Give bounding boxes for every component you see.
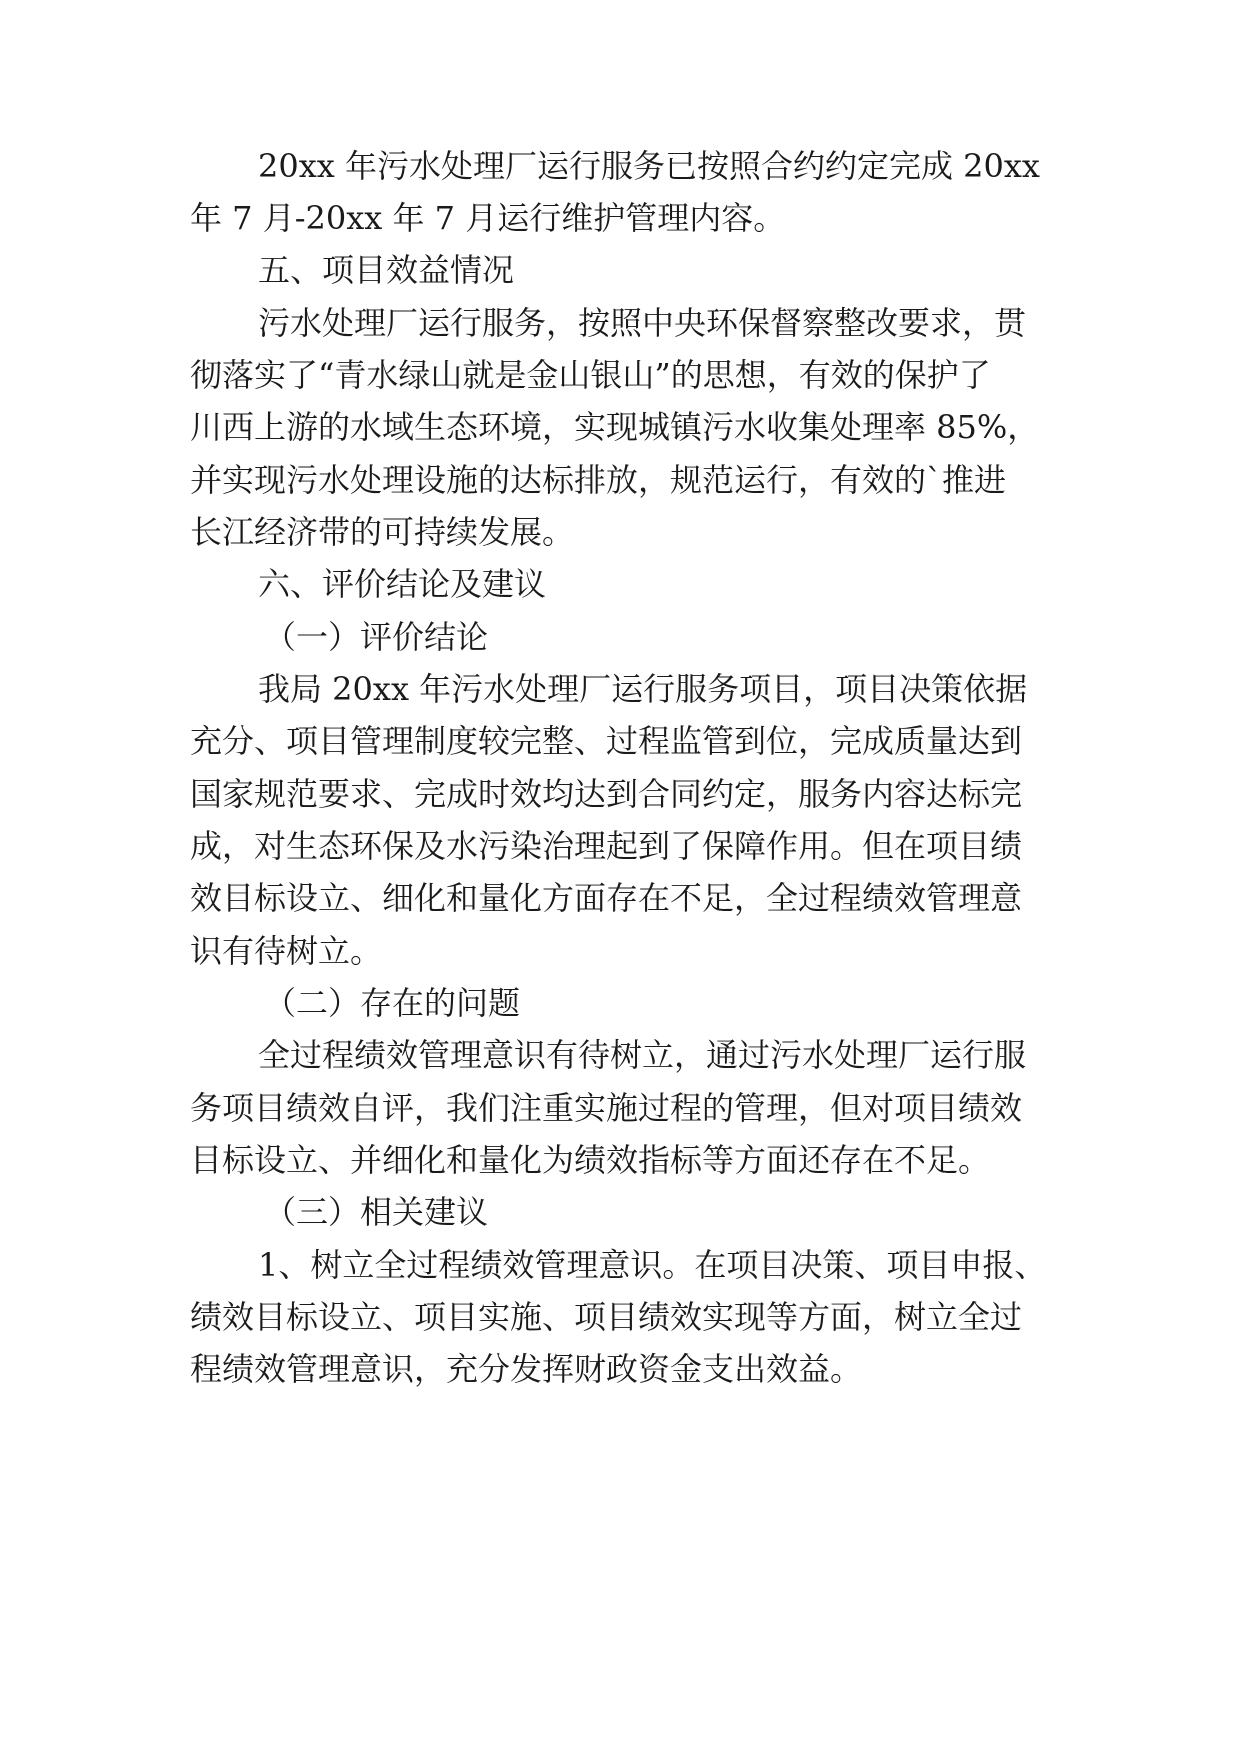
section-heading: 五、项目效益情况 — [258, 251, 515, 289]
paragraph-line: 程绩效管理意识，充分发挥财政资金支出效益。 — [190, 1350, 863, 1388]
paragraph-line: 绩效目标设立、项目实施、项目绩效实现等方面，树立全过 — [190, 1298, 1023, 1336]
subsection-heading: （二）存在的问题 — [264, 984, 521, 1022]
subsection-heading: （三）相关建议 — [264, 1193, 489, 1231]
subsection-heading: （一）评价结论 — [264, 618, 489, 656]
paragraph-line: 务项目绩效自评，我们注重实施过程的管理，但对项目绩效 — [190, 1089, 1023, 1127]
paragraph-line: 目标设立、并细化和量化为绩效指标等方面还存在不足。 — [190, 1141, 991, 1179]
paragraph-line: 1、树立全过程绩效管理意识。在项目决策、项目申报、 — [258, 1246, 1047, 1284]
section-heading: 六、评价结论及建议 — [258, 565, 547, 603]
paragraph-line: 污水处理厂运行服务，按照中央环保督察整改要求，贯 — [258, 304, 1027, 342]
paragraph-line: 国家规范要求、完成时效均达到合同约定，服务内容达标完 — [190, 775, 1023, 813]
paragraph-line: 充分、项目管理制度较完整、过程监管到位，完成质量达到 — [190, 722, 1023, 760]
paragraph-line: 我局 20xx 年污水处理厂运行服务项目，项目决策依据 — [258, 670, 1028, 708]
paragraph-line: 并实现污水处理设施的达标排放，规范运行，有效的`推进 — [190, 461, 1007, 499]
paragraph-line: 全过程绩效管理意识有待树立，通过污水处理厂运行服 — [258, 1036, 1027, 1074]
paragraph-line: 成，对生态环保及水污染治理起到了保障作用。但在项目绩 — [190, 827, 1023, 865]
paragraph-line: 长江经济带的可持续发展。 — [190, 513, 575, 551]
paragraph-line: 彻落实了“青水绿山就是金山银山”的思想，有效的保护了 — [190, 356, 991, 394]
paragraph-line: 效目标设立、细化和量化方面存在不足，全过程绩效管理意 — [190, 879, 1023, 917]
paragraph-line: 川西上游的水域生态环境，实现城镇污水收集处理率 85%， — [190, 408, 1040, 446]
paragraph-line: 20xx 年污水处理厂运行服务已按照合约约定完成 20xx — [258, 147, 1040, 185]
paragraph-line: 识有待树立。 — [190, 932, 383, 970]
paragraph-line: 年 7 月-20xx 年 7 月运行维护管理内容。 — [190, 199, 786, 237]
